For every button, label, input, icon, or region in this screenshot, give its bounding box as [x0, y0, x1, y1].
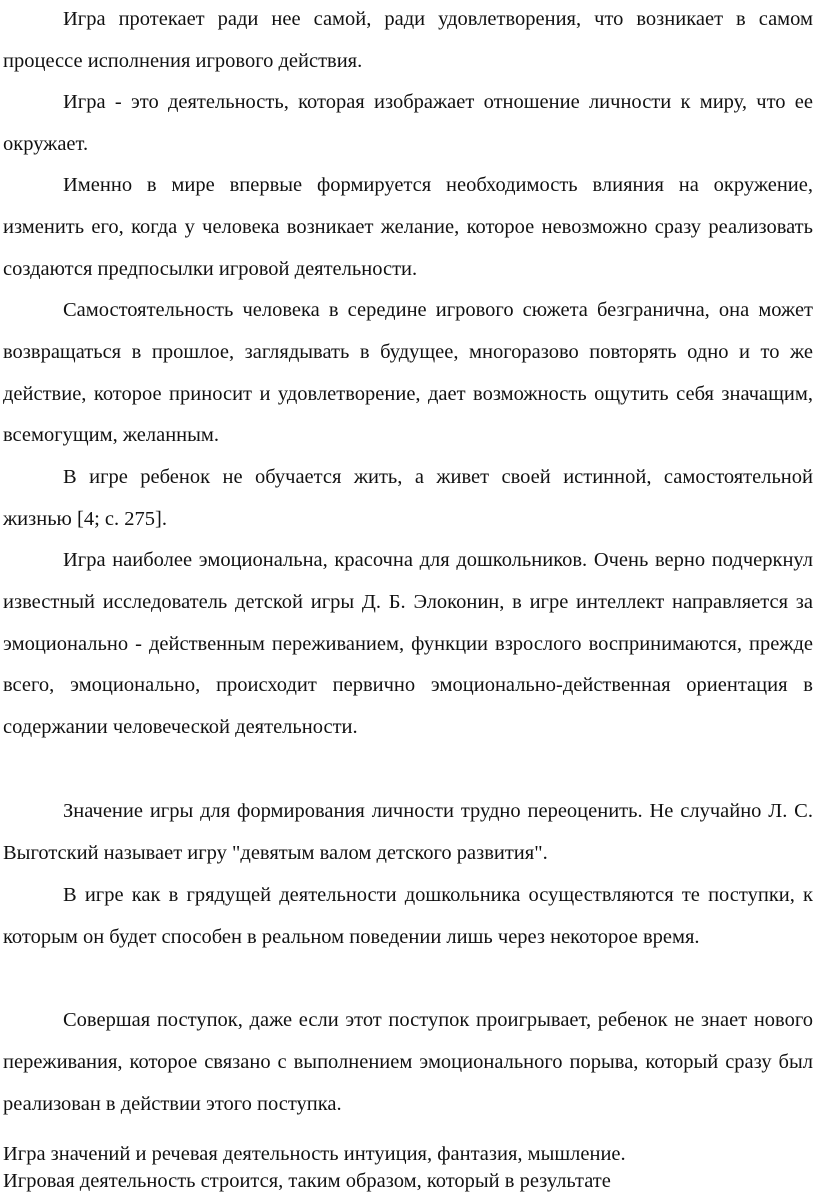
paragraph-9: Совершая поступок, даже если этот поступок проигрывает, ребенок не знает нового переживания, которое связано с выполнением эмоционального порыва, который сразу был реализован в действии этого поступка.: [3, 1009, 813, 1115]
paragraph-1: Игра протекает ради нее самой, ради удовлетворения, что возникает в самом процессе исполнения игрового действия.: [3, 8, 813, 72]
paragraph-4: Самостоятельность человека в середине игрового сюжета безгранична, она может возвращаться в прошлое, заглядывать в будущее, многоразово повторять одно и то же действие, которое приносит и удовлетворение, дает возможность ощутить себя значащим, всемогущим, желанным.: [3, 299, 813, 447]
paragraph-8: В игре как в грядущей деятельности дошкольника осуществляются те поступки, к которым он будет способен в реальном поведении лишь через некоторое время.: [3, 884, 813, 948]
tail-line-2: Игровая деятельность строится, таким образом, который в результате: [3, 1170, 611, 1192]
paragraph-6: Игра наиболее эмоциональна, красочна для дошкольников. Очень верно подчеркнул известный исследователь детской игры Д. Б. Элоконин, в игре интеллект направляется за эмоционально - действенным переживанием, функции взрослого воспринимаются, прежде всего, эмоционально, происходит первично эмоционально-действенная ориентация в содержании человеческой деятельности.: [3, 549, 813, 739]
paragraph-7: Значение игры для формирования личности трудно переоценить. Не случайно Л. С. Выготский называет игру "девятым валом детского развития".: [3, 800, 813, 864]
tail-line-1: Игра значений и речевая деятельность интуиция, фантазия, мышление.: [3, 1143, 626, 1165]
paragraph-5: В игре ребенок не обучается жить, а живет своей истинной, самостоятельной жизнью [4; с. 275].: [3, 466, 813, 530]
paragraph-3: Именно в мире впервые формируется необходимость влияния на окружение, изменить его, когда у человека возникает желание, которое невозможно сразу реализовать создаются предпосылки игровой деятельности.: [3, 174, 813, 280]
paragraph-2: Игра - это деятельность, которая изображает отношение личности к миру, что ее окружает.: [3, 91, 813, 155]
